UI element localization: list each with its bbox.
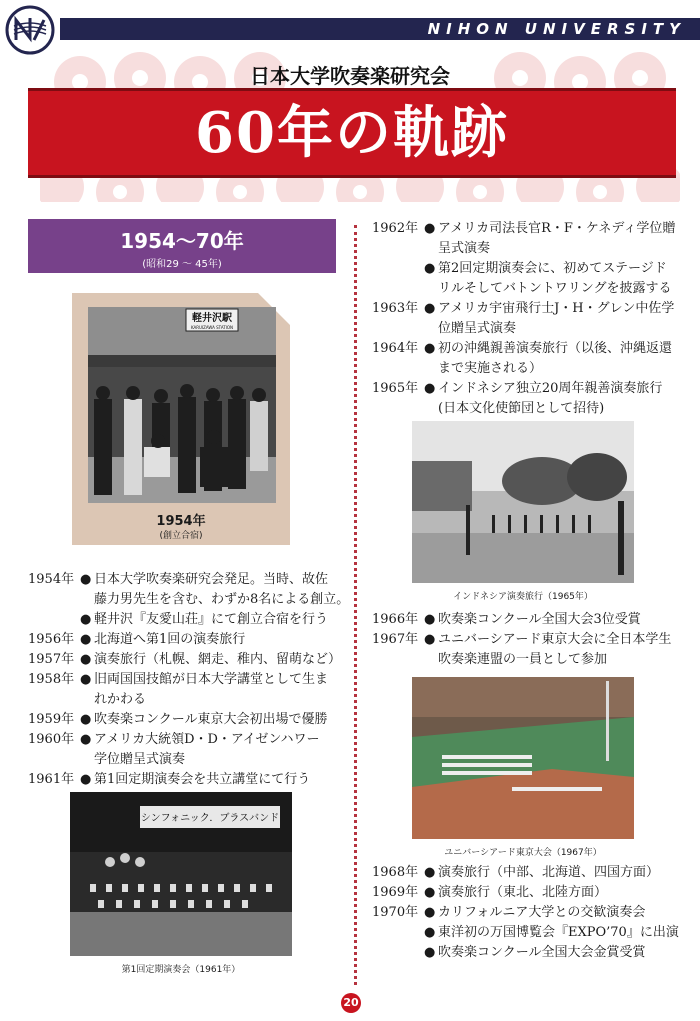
bullet-icon: ●	[80, 612, 92, 627]
timeline-text: 吹奏楽コンクール全国大会3位受賞	[438, 612, 641, 627]
timeline-text: 学位贈呈式演奏	[94, 752, 186, 767]
timeline-text: アメリカ宇宙飛行士J・H・グレン中佐学	[438, 301, 675, 316]
station-sign: 軽井沢駅	[192, 313, 232, 324]
bullet-icon: ●	[80, 652, 92, 667]
timeline-year: 1965年	[372, 381, 419, 396]
timeline-year: 1964年	[372, 341, 419, 356]
indonesia-caption: インドネシア演奏旅行（1965年）	[453, 592, 593, 602]
timeline-text: まで実施される）	[438, 361, 543, 376]
timeline-text: 東洋初の万国博覧会『EXPO’70』に出演	[438, 925, 679, 940]
timeline-text: 初の沖縄親善演奏旅行（以後、沖縄返還	[438, 341, 673, 356]
bullet-icon: ●	[424, 341, 436, 356]
period-era: (昭和29 ～ 45年)	[142, 259, 222, 270]
timeline-text: リルそしてバトントワリングを披露する	[438, 281, 672, 296]
bullet-icon: ●	[424, 905, 436, 920]
period-banner	[28, 219, 336, 273]
timeline-text: 呈式演奏	[438, 241, 491, 256]
timeline-text: 藤力男先生を含む、わずか8名による創立。	[94, 592, 350, 607]
timeline-text: 演奏旅行（札幌、網走、稚内、留萌など）	[94, 652, 342, 667]
bullet-icon: ●	[80, 712, 92, 727]
period-range: 1954～70年	[120, 229, 244, 253]
timeline-year: 1962年	[372, 221, 419, 236]
timeline-text: 日本大学吹奏楽研究会発足。当時、故佐	[94, 572, 329, 587]
column-divider	[354, 225, 357, 985]
page-title: 60年の軌跡	[195, 100, 509, 166]
bullet-icon: ●	[424, 261, 436, 276]
bullet-icon: ●	[80, 732, 92, 747]
timeline-year: 1970年	[372, 905, 419, 920]
bullet-icon: ●	[424, 945, 436, 960]
university-logo	[4, 4, 56, 56]
timeline-text: 吹奏楽コンクール東京大会初出場で優勝	[94, 712, 328, 727]
timeline-year: 1954年	[28, 572, 75, 587]
timeline-text: 第1回定期演奏会を共立講堂にて行う	[94, 772, 311, 787]
bullet-icon: ●	[80, 672, 92, 687]
timeline-year: 1961年	[28, 772, 75, 787]
timeline-year: 1956年	[28, 632, 75, 647]
timeline-text: 演奏旅行（東北、北陸方面）	[438, 885, 608, 900]
timeline-year: 1968年	[372, 865, 419, 880]
bullet-icon: ●	[424, 632, 436, 647]
timeline-text: ユニバーシアード東京大会に全日本学生	[438, 632, 672, 647]
timeline-text: 演奏旅行（中部、北海道、四国方面）	[438, 865, 660, 880]
bullet-icon: ●	[424, 612, 436, 627]
club-name: 日本大学吹奏楽研究会	[250, 64, 450, 88]
timeline-year: 1959年	[28, 712, 75, 727]
bullet-icon: ●	[424, 885, 436, 900]
universiade-photo	[412, 677, 634, 839]
timeline-year: 1957年	[28, 652, 75, 667]
header-band	[60, 18, 700, 40]
brand-text: NIHON UNIVERSITY	[427, 20, 686, 38]
bullet-icon: ●	[424, 925, 436, 940]
timeline-text: インドネシア独立20周年親善演奏旅行	[438, 381, 663, 396]
timeline-year: 1960年	[28, 732, 75, 747]
first-concert-photo	[70, 792, 292, 956]
timeline-text: 旧両国国技館が日本大学講堂として生ま	[94, 672, 329, 687]
page-number: 20	[341, 993, 361, 1013]
photo-caption-note: (創立合宿)	[159, 531, 203, 541]
concert-caption: 第1回定期演奏会（1961年）	[121, 965, 241, 975]
timeline-text: カリフォルニア大学との交歓演奏会	[438, 905, 646, 920]
timeline-year: 1967年	[372, 632, 419, 647]
timeline-text: (日本文化使節団として招待)	[438, 401, 605, 416]
founding-camp-photo	[88, 307, 276, 503]
timeline-year: 1966年	[372, 612, 419, 627]
timeline-text: 軽井沢『友愛山荘』にて創立合宿を行う	[94, 612, 329, 627]
timeline-text: アメリカ大統領D・D・アイゼンハワー	[94, 732, 320, 747]
timeline-text: 北海道へ第1回の演奏旅行	[94, 632, 246, 647]
universiade-caption: ユニバーシアード東京大会（1967年）	[444, 848, 602, 858]
timeline-text: れかわる	[94, 692, 147, 707]
bullet-icon: ●	[424, 865, 436, 880]
bullet-icon: ●	[424, 381, 436, 396]
bullet-icon: ●	[80, 772, 92, 787]
photo-caption-year: 1954年	[156, 514, 206, 529]
bullet-icon: ●	[424, 221, 436, 236]
station-sign-romaji: KARUIZAWA STATION	[190, 325, 234, 330]
indonesia-tour-photo	[412, 421, 634, 583]
timeline-text: 吹奏楽コンクール全国大会金賞受賞	[438, 945, 646, 960]
timeline-text: 第2回定期演奏会に、初めてステージド	[438, 261, 667, 276]
bullet-icon: ●	[80, 572, 92, 587]
timeline-text: 吹奏楽連盟の一員として参加	[438, 652, 608, 667]
bullet-icon: ●	[424, 301, 436, 316]
timeline-text: アメリカ司法長官R・F・ケネディ学位贈	[438, 221, 676, 236]
timeline-year: 1963年	[372, 301, 419, 316]
concert-banner: シンフォニック．ブラスバンド	[140, 813, 280, 824]
bullet-icon: ●	[80, 632, 92, 647]
timeline-year: 1958年	[28, 672, 75, 687]
timeline-year: 1969年	[372, 885, 419, 900]
timeline-text: 位贈呈式演奏	[438, 321, 517, 336]
